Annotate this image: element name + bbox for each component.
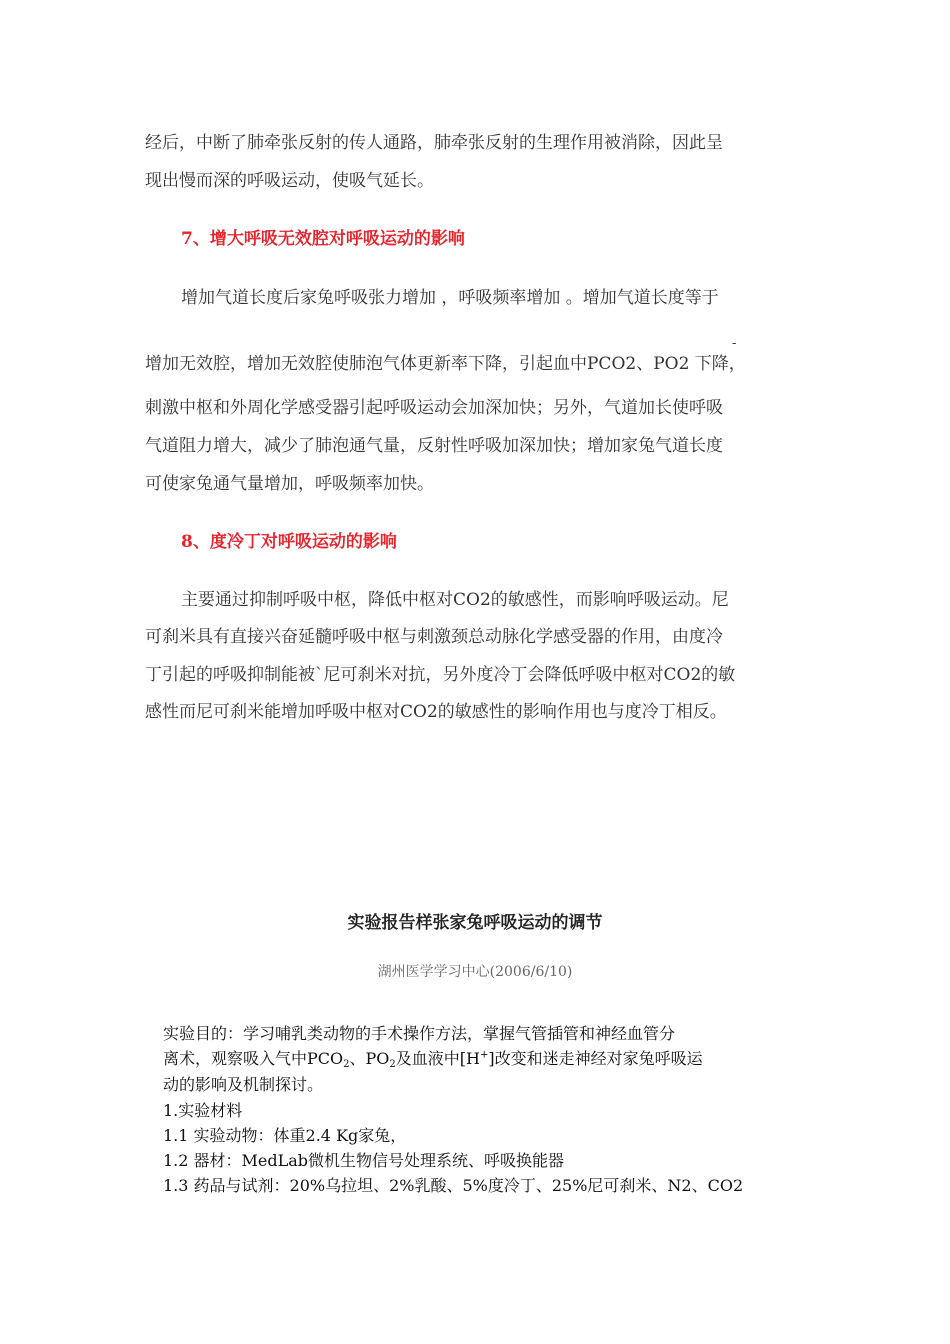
purpose-line: 实验目的：学习哺乳类动物的手术操作方法，掌握气管插管和神经血管分 bbox=[163, 1024, 676, 1043]
paragraph-line: 可使家兔通气量增加，呼吸频率加快。 bbox=[145, 474, 434, 494]
purpose-line: 离术，观察吸入气中$PCO_2$、$PO_2$及血液中[H+]改变和迷走神经对家兔呼吸运 bbox=[163, 1049, 703, 1070]
materials-item: 1.2 器材：MedLab微机生物信号处理系统、呼吸换能器 bbox=[163, 1151, 565, 1170]
paragraph-line: 经后，中断了肺牵张反射的传人通路，肺牵张反射的生理作用被消除，因此呈 bbox=[145, 133, 723, 153]
paragraph-line: 丁引起的呼吸抑制能被`尼可刹米对抗，另外度冷丁会降低呼吸中枢对CO2的敏 bbox=[145, 665, 736, 685]
report-subtitle: 湖州医学学习中心(2006/6/10) bbox=[377, 964, 573, 980]
paragraph-line: 可刹米具有直接兴奋延髓呼吸中枢与刺激颈总动脉化学感受器的作用，由度冷 bbox=[145, 627, 723, 647]
paragraph-line: 主要通过抑制呼吸中枢，降低中枢对CO2的敏感性，而影响呼吸运动。尼 bbox=[181, 590, 729, 610]
paragraph-line: 气道阻力增大，减少了肺泡通气量，反射性呼吸加深加快；增加家兔气道长度 bbox=[145, 436, 723, 456]
report-title: 实验报告样张家兔呼吸运动的调节 bbox=[347, 913, 603, 933]
paragraph-line: 增加气道长度后家兔呼吸张力增加 ，呼吸频率增加 。增加气道长度等于 bbox=[181, 288, 719, 308]
paragraph-line: 增加无效腔，增加无效腔使肺泡气体更新率下降，引起血中PCO2、PO2 下降， bbox=[145, 354, 746, 374]
section-heading-8: 8、度冷丁对呼吸运动的影响 bbox=[181, 532, 397, 552]
paragraph-line: 感性而尼可刹米能增加呼吸中枢对CO2的敏感性的影响作用也与度冷丁相反。 bbox=[145, 702, 727, 722]
purpose-line: 动的影响及机制探讨。 bbox=[163, 1075, 324, 1094]
materials-item: 1.3 药品与试剂：20%乌拉坦、2%乳酸、5%度冷丁、25%尼可刹米、N2、CO2 bbox=[163, 1176, 744, 1195]
stray-mark: - bbox=[732, 336, 737, 351]
paragraph-line: 刺激中枢和外周化学感受器引起呼吸运动会加深加快；另外，气道加长使呼吸 bbox=[145, 398, 723, 418]
section-heading-7: 7、增大呼吸无效腔对呼吸运动的影响 bbox=[181, 229, 465, 249]
materials-heading: 1.实验材料 bbox=[163, 1101, 243, 1120]
paragraph-line: 现出慢而深的呼吸运动，使吸气延长。 bbox=[145, 171, 434, 191]
materials-item: 1.1 实验动物：体重2.4 Kg家兔， bbox=[163, 1126, 407, 1145]
